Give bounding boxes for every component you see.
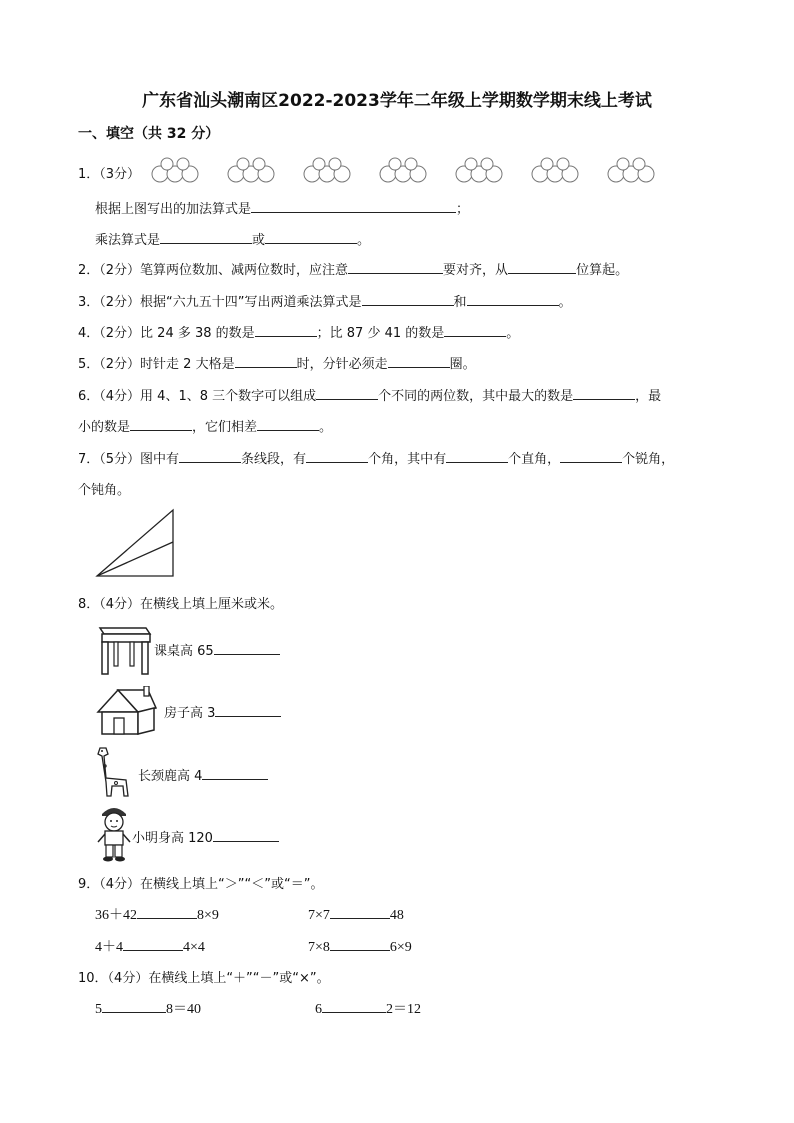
answer-blank[interactable] (388, 353, 450, 368)
question-10-left: 5 8＝40 (95, 998, 201, 1018)
question-9-row2-left: 4＋4 4×4 (95, 936, 205, 956)
answer-blank[interactable] (573, 385, 635, 400)
section-heading-fill-in: 一、填空（共 32 分） (78, 126, 220, 142)
apple-group-icon (302, 152, 352, 186)
answer-blank[interactable] (446, 448, 508, 463)
answer-blank[interactable] (257, 416, 319, 431)
question-2: 2．（2分）笔算两位数加、减两位数时，应注意 要对齐，从 位算起。 (78, 259, 628, 278)
triangle-figure (95, 508, 181, 578)
answer-blank[interactable] (560, 448, 622, 463)
answer-blank[interactable] (251, 198, 456, 213)
answer-blank[interactable] (265, 229, 357, 244)
question-10-right: 6 2＝12 (315, 998, 421, 1018)
boy-icon (96, 804, 132, 862)
xiaoming-height-item: 小明身高 120 (132, 827, 279, 846)
answer-blank[interactable] (214, 640, 280, 655)
apple-group-icon (454, 152, 504, 186)
answer-blank[interactable] (467, 291, 559, 306)
desk-height-item: 课桌高 65 (154, 640, 280, 659)
answer-blank[interactable] (330, 936, 390, 951)
apple-groups (150, 152, 656, 186)
apple-group-icon (150, 152, 200, 186)
answer-blank[interactable] (255, 322, 317, 337)
question-6-line1: 6．（4分）用 4、1、8 三个数字可以组成 个不同的两位数，其中最大的数是 ，最 (78, 385, 661, 404)
answer-blank[interactable] (179, 448, 241, 463)
question-3: 3．（2分）根据“六九五十四”写出两道乘法算式是 和 。 (78, 291, 572, 310)
answer-blank[interactable] (508, 259, 576, 274)
page-title: 广东省汕头潮南区2022-2023学年二年级上学期数学期末线上考试 (142, 91, 652, 111)
apple-group-icon (530, 152, 580, 186)
answer-blank[interactable] (348, 259, 443, 274)
apple-group-icon (378, 152, 428, 186)
question-1-line2: 乘法算式是 或 。 (95, 229, 370, 248)
giraffe-height-item: 长颈鹿高 4 (138, 765, 268, 784)
answer-blank[interactable] (102, 998, 166, 1013)
house-icon (96, 686, 158, 736)
desk-icon (96, 620, 152, 676)
answer-blank[interactable] (137, 904, 197, 919)
answer-blank[interactable] (330, 904, 390, 919)
answer-blank[interactable] (362, 291, 454, 306)
question-9-row2-right: 7×8 6×9 (308, 936, 412, 956)
answer-blank[interactable] (213, 827, 279, 842)
question-10-header: 10．（4分）在横线上填上“＋”“－”或“×”。 (78, 971, 330, 986)
question-7-line1: 7．（5分）图中有 条线段，有 个角，其中有 个直角， 个锐角， (78, 448, 674, 467)
apple-group-icon (226, 152, 276, 186)
answer-blank[interactable] (322, 998, 386, 1013)
answer-blank[interactable] (202, 765, 268, 780)
answer-blank[interactable] (123, 936, 183, 951)
answer-blank[interactable] (444, 322, 506, 337)
question-9-row1-left: 36＋42 8×9 (95, 904, 219, 924)
question-5: 5．（2分）时针走 2 大格是 时，分针必须走 圈。 (78, 353, 476, 372)
answer-blank[interactable] (215, 702, 281, 717)
question-1-label: 1．（3分） (78, 167, 141, 182)
answer-blank[interactable] (235, 353, 297, 368)
answer-blank[interactable] (130, 416, 192, 431)
answer-blank[interactable] (306, 448, 368, 463)
question-4: 4．（2分）比 24 多 38 的数是 ；比 87 少 41 的数是 。 (78, 322, 519, 341)
question-9-row1-right: 7×7 48 (308, 904, 404, 924)
question-1-line1: 根据上图写出的加法算式是 ； (95, 198, 469, 217)
answer-blank[interactable] (316, 385, 378, 400)
question-8-header: 8．（4分）在横线上填上厘米或米。 (78, 597, 284, 612)
answer-blank[interactable] (160, 229, 252, 244)
house-height-item: 房子高 3 (164, 702, 281, 721)
apple-group-icon (606, 152, 656, 186)
question-7-line2: 个钝角。 (78, 483, 131, 498)
question-9-header: 9．（4分）在横线上填上“＞”“＜”或“＝”。 (78, 877, 324, 892)
question-6-line2: 小的数是 ，它们相差 。 (78, 416, 332, 435)
giraffe-icon (92, 744, 136, 800)
